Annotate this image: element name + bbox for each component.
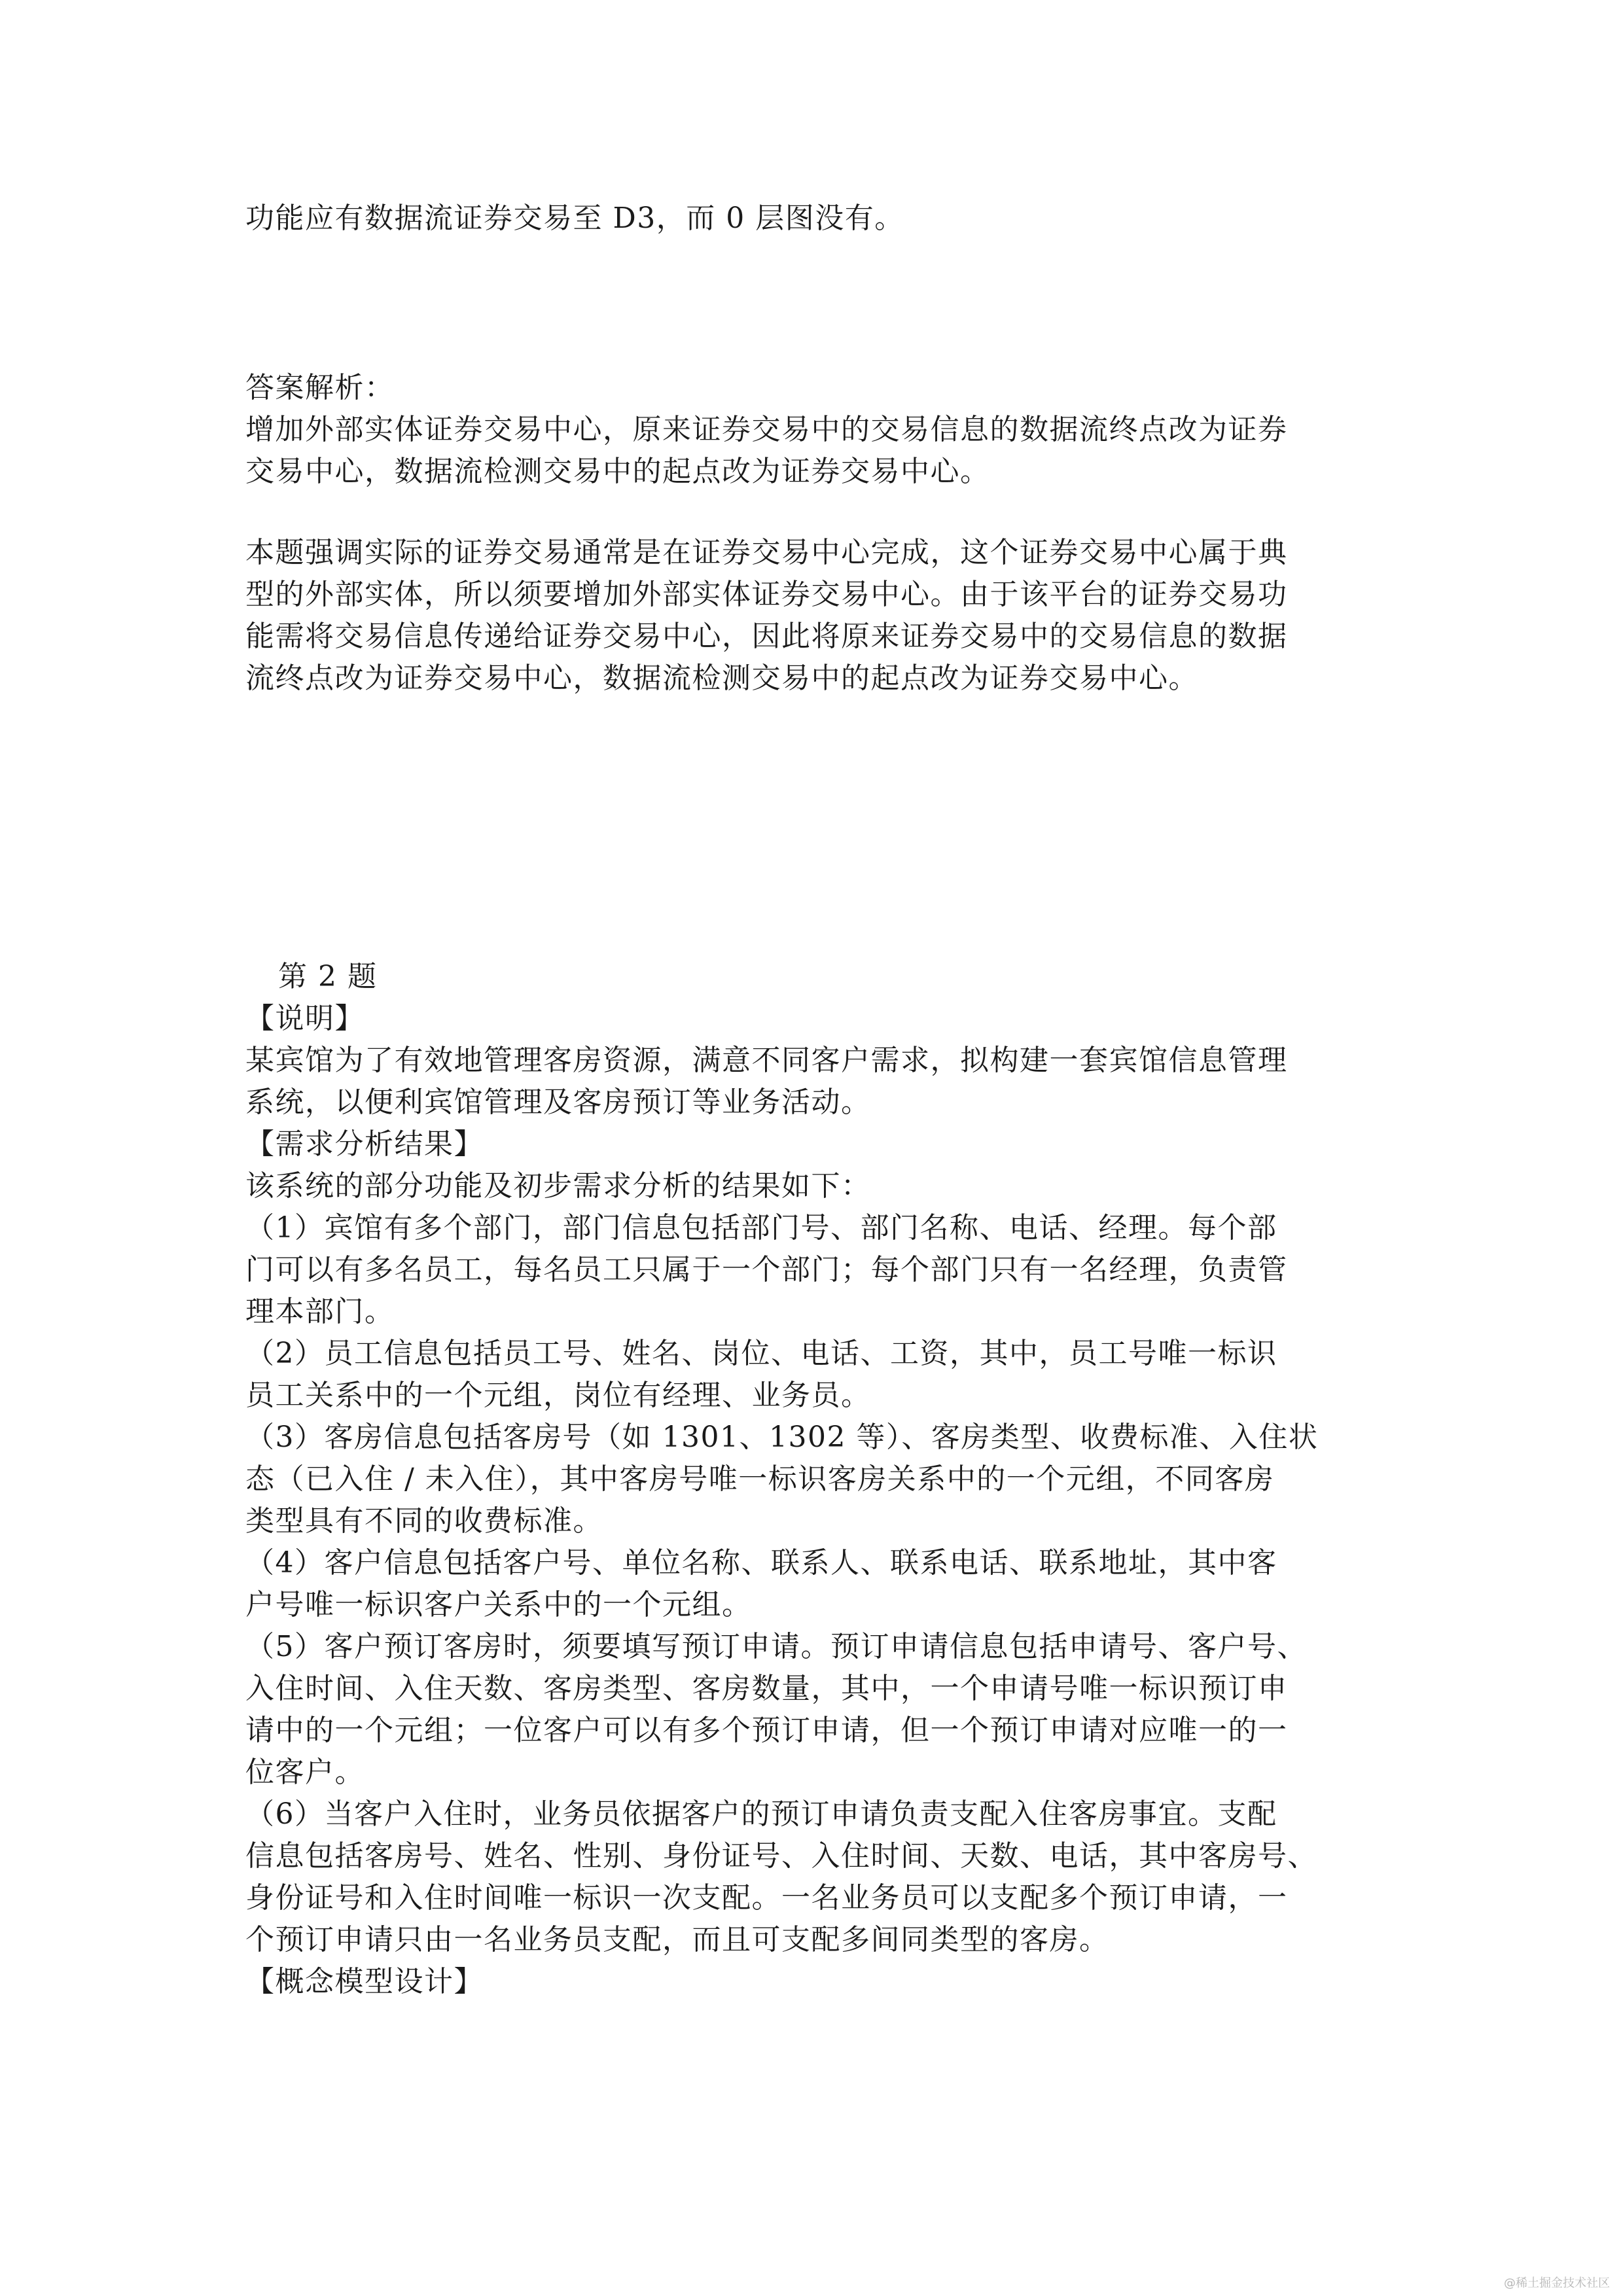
answer-paragraph-line: 能需将交易信息传递给证券交易中心，因此将原来证券交易中的交易信息的数据 [245,620,1288,653]
requirement-item-line: 户号唯一标识客户关系中的一个元组。 [245,1588,752,1621]
requirement-item-line: 个预订申请只由一名业务员支配，而且可支配多间同类型的客房。 [245,1923,1109,1956]
requirement-item-line: 理本部门。 [245,1295,395,1328]
requirement-item-line: （2）员工信息包括员工号、姓名、岗位、电话、工资，其中，员工号唯一标识 [245,1337,1277,1370]
section-heading-requirements: 【需求分析结果】 [245,1127,484,1161]
answer-heading: 答案解析： [245,371,395,404]
answer-paragraph-line: 增加外部实体证券交易中心，原来证券交易中的交易信息的数据流终点改为证券 [245,413,1288,446]
question-title: 第 2 题 [278,960,378,993]
description-line: 某宾馆为了有效地管理客房资源，满意不同客户需求，拟构建一套宾馆信息管理 [245,1044,1288,1077]
requirement-item-line: 入住时间、入住天数、客房类型、客房数量，其中，一个申请号唯一标识预订申 [245,1672,1288,1705]
description-line: 系统，以便利宾馆管理及客房预订等业务活动。 [245,1086,871,1119]
requirement-item-line: 门可以有多名员工，每名员工只属于一个部门；每个部门只有一名经理，负责管 [245,1253,1288,1286]
watermark: @稀土掘金技术社区 [1504,2276,1610,2290]
section-heading-description: 【说明】 [245,1002,365,1035]
requirement-item-line: （1）宾馆有多个部门，部门信息包括部门号、部门名称、电话、经理。每个部 [245,1211,1277,1245]
requirement-item-line: 态（已入住 / 未入住），其中客房号唯一标识客房关系中的一个元组，不同客房 [245,1462,1275,1496]
requirement-item-line: （3）客房信息包括客房号（如 1301、1302 等）、客房类型、收费标准、入住状 [245,1421,1319,1454]
requirement-item-line: 类型具有不同的收费标准。 [245,1504,603,1538]
requirement-item-line: 位客户。 [245,1756,365,1789]
requirement-item-line: 信息包括客房号、姓名、性别、身份证号、入住时间、天数、电话，其中客房号、 [245,1839,1317,1873]
requirements-intro: 该系统的部分功能及初步需求分析的结果如下： [245,1169,871,1203]
answer-paragraph-line: 流终点改为证券交易中心，数据流检测交易中的起点改为证券交易中心。 [245,662,1198,695]
requirement-item-line: 身份证号和入住时间唯一标识一次支配。一名业务员可以支配多个预订申请，一 [245,1881,1288,1915]
answer-paragraph-line: 型的外部实体，所以须要增加外部实体证券交易中心。由于该平台的证券交易功 [245,578,1288,611]
requirement-item-line: （4）客户信息包括客户号、单位名称、联系人、联系电话、联系地址，其中客 [245,1546,1277,1580]
section-heading-concept-model: 【概念模型设计】 [245,1965,484,1998]
intro-line: 功能应有数据流证券交易至 D3，而 0 层图没有。 [245,202,904,235]
answer-paragraph-line: 交易中心，数据流检测交易中的起点改为证券交易中心。 [245,455,990,488]
requirement-item-line: （5）客户预订客房时，须要填写预订申请。预订申请信息包括申请号、客户号、 [245,1630,1307,1663]
answer-paragraph-line: 本题强调实际的证券交易通常是在证券交易中心完成，这个证券交易中心属于典 [245,536,1288,569]
requirement-item-line: （6）当客户入住时，业务员依据客户的预订申请负责支配入住客房事宜。支配 [245,1797,1277,1831]
requirement-item-line: 请中的一个元组；一位客户可以有多个预订申请，但一个预订申请对应唯一的一 [245,1714,1288,1747]
requirement-item-line: 员工关系中的一个元组，岗位有经理、业务员。 [245,1379,871,1412]
